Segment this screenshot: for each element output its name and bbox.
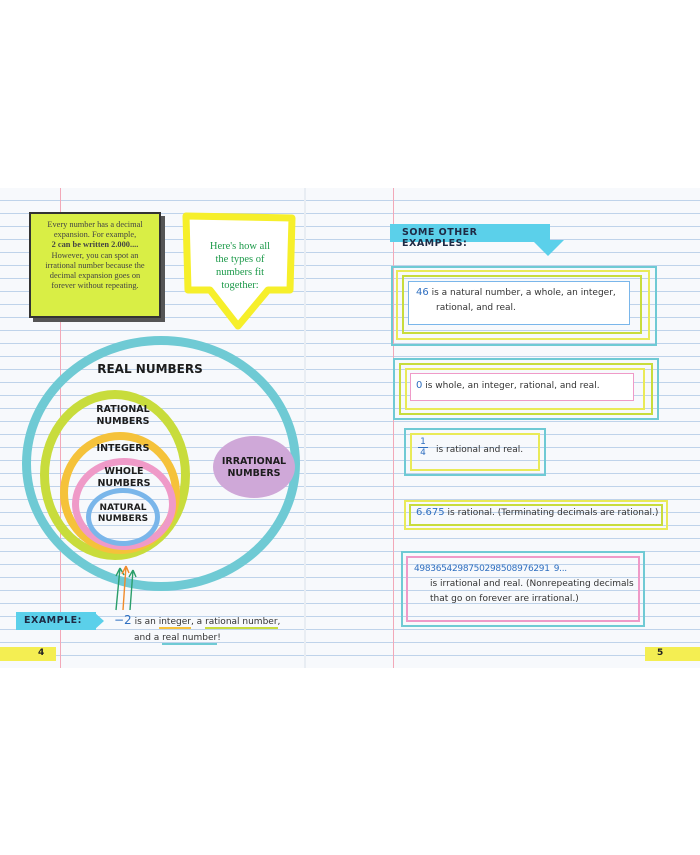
natural-numbers-label (88, 503, 158, 525)
callout-line: Every number has a decimal (47, 220, 143, 229)
some-other-examples-tag (390, 224, 536, 249)
example-line: is irrational and real. (Nonrepeating decimals (430, 579, 634, 589)
example-number: 4983654298750298508976291 9... (414, 564, 567, 574)
label-line: WHOLE (104, 466, 144, 477)
example-tag (16, 612, 96, 630)
fraction-denominator: 4 (418, 447, 428, 458)
arrow-caption-line: numbers fit (215, 267, 265, 278)
fraction-one-quarter (418, 437, 428, 458)
example-46-text (416, 285, 626, 316)
whole-numbers-label (82, 466, 166, 490)
example-text: is an (134, 617, 159, 627)
page-number-tab-right (645, 647, 700, 661)
page-number-tab-left (0, 647, 56, 661)
irrational-numbers-label (213, 456, 295, 480)
example-term-rational: rational number (205, 617, 278, 627)
arrow-caption-line: together: (221, 280, 259, 291)
page-number: 4 (38, 648, 45, 658)
example-number: −2 (114, 613, 132, 627)
decimal-expansion-callout (29, 212, 161, 318)
callout-line: 2 can be written 2.000.... (51, 240, 139, 250)
right-margin-line (393, 188, 394, 668)
label-line: NUMBERS (97, 514, 149, 524)
rational-numbers-label (78, 404, 168, 428)
integers-label: INTEGERS (96, 443, 150, 454)
header-arrow (534, 224, 568, 258)
example-number: 0 (416, 380, 423, 391)
arrow-caption-line: Here's how all (209, 241, 271, 252)
arrow-caption-line: the types of (215, 254, 265, 265)
example-line: is whole, an integer, rational, and real. (425, 381, 600, 391)
pointer-arrows (110, 560, 140, 612)
example-line: that go on forever are irrational.) (430, 594, 579, 604)
label-line: NUMBERS (227, 468, 281, 479)
example-text: and a (134, 633, 163, 643)
label-line: NATURAL (99, 503, 147, 513)
example-line: is rational. (Terminating decimals are rational.) (447, 508, 659, 518)
callout-line: expansion. For example, (53, 230, 137, 240)
callout-line: decimal expansion goes on (49, 271, 141, 281)
example-decimal-text (416, 505, 664, 521)
label-line: NUMBERS (96, 416, 150, 427)
label-line: IRRATIONAL (221, 456, 287, 467)
example-number: 6.675 (416, 507, 445, 518)
label-line: NUMBERS (97, 478, 151, 489)
example-0-text (416, 378, 630, 394)
page-number: 5 (657, 648, 664, 658)
example-tag-point (94, 612, 104, 630)
example-tag-label: EXAMPLE: (24, 615, 82, 626)
callout-line: However, you can spot an (51, 250, 139, 260)
label-line: RATIONAL (96, 404, 150, 415)
example-line: rational, and real. (436, 303, 516, 313)
book-gutter (304, 188, 306, 668)
example-line: is a natural number, a whole, an integer, (431, 288, 616, 298)
example-fraction-text: is rational and real. (436, 445, 524, 455)
callout-line: forever without repeating. (51, 281, 139, 291)
callout-line: irrational number because the (45, 260, 145, 270)
section-header: SOME OTHER EXAMPLES: (402, 227, 478, 249)
arrow-caption (188, 240, 292, 292)
example-text: , a (190, 617, 206, 627)
example-number: 46 (416, 287, 429, 298)
example-term-integer: integer (158, 617, 191, 627)
example-term-real: real number (162, 633, 218, 643)
example-irrational-text (414, 562, 634, 607)
example-text: ! (217, 633, 221, 643)
fraction-numerator: 1 (420, 437, 426, 447)
example-text: , (277, 617, 281, 627)
real-numbers-label: REAL NUMBERS (97, 362, 203, 376)
example-sentence (114, 612, 294, 646)
